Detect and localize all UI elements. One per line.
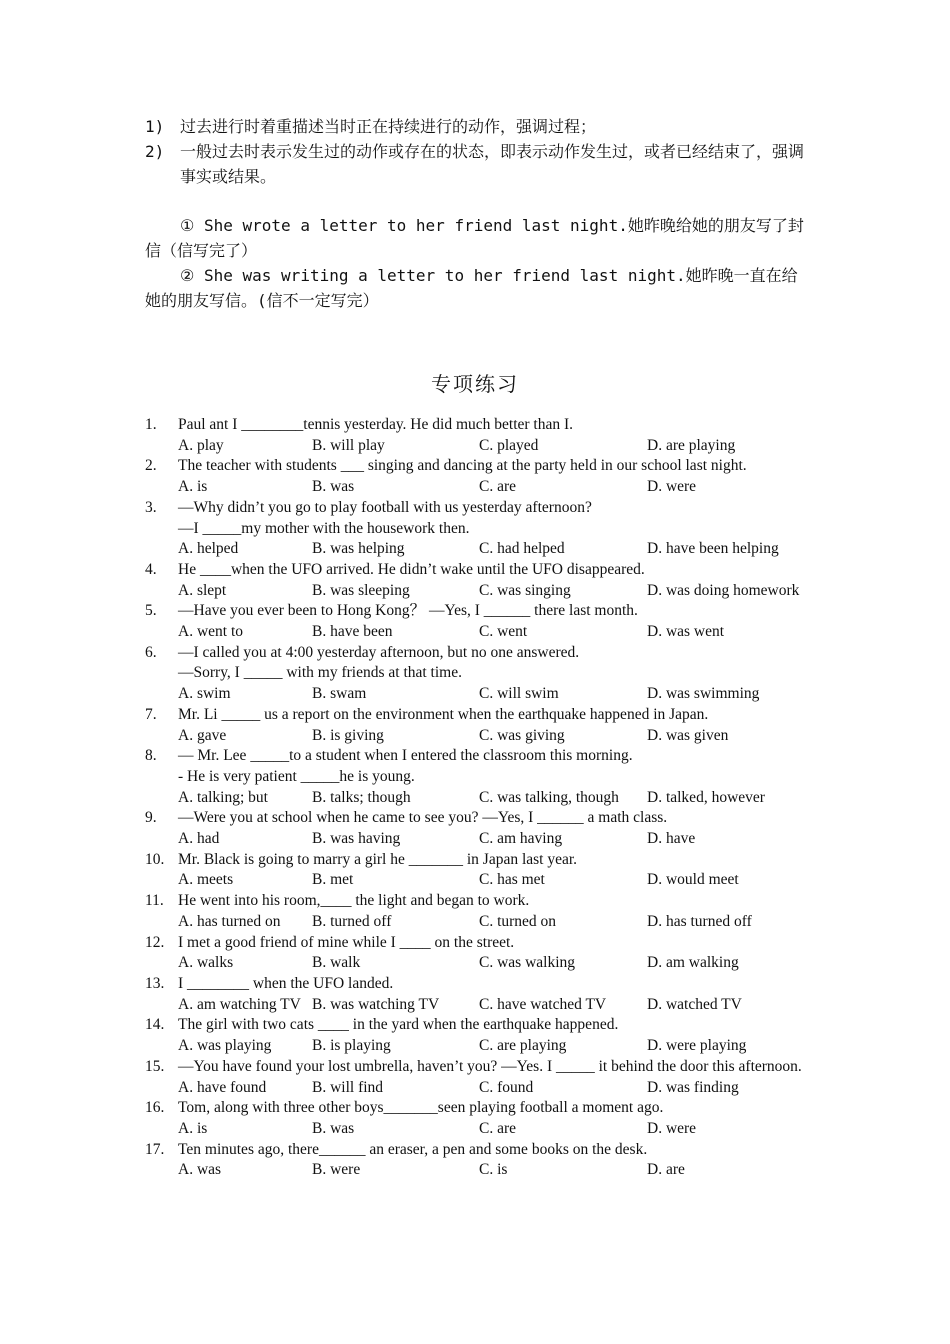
answer-option: A. is bbox=[178, 1119, 208, 1137]
answer-option: D. are bbox=[647, 1161, 685, 1179]
question-text: Mr. Li _____ us a report on the environment when the earthquake happened in Japan. bbox=[178, 705, 709, 723]
answer-option: D. were bbox=[647, 1119, 697, 1137]
grammar-notes bbox=[145, 114, 810, 189]
answer-options bbox=[178, 1078, 843, 1099]
question-text: —Sorry, I _____ with my friends at that time. bbox=[178, 664, 462, 682]
question-number: 10. bbox=[145, 850, 165, 868]
question-text: Paul ant I ________tennis yesterday. He did much better than I. bbox=[178, 416, 574, 433]
question-number: 15. bbox=[145, 1057, 165, 1075]
answer-option: A. has turned on bbox=[178, 912, 281, 930]
question-number: 3. bbox=[145, 498, 157, 516]
answer-options bbox=[178, 1119, 843, 1140]
answer-option: B. walk bbox=[312, 954, 361, 972]
question-text: Ten minutes ago, there______ an eraser, a pen and some books on the desk. bbox=[178, 1140, 648, 1158]
answer-option: D. was finding bbox=[647, 1078, 739, 1096]
answer-option: A. was bbox=[178, 1161, 222, 1179]
answer-option: C. are bbox=[479, 478, 517, 496]
answer-option: C. are playing bbox=[479, 1037, 567, 1055]
answer-option: B. will play bbox=[312, 436, 385, 454]
question-item bbox=[145, 1057, 810, 1098]
answer-option: A. went to bbox=[178, 623, 244, 641]
answer-option: C. am having bbox=[479, 830, 563, 848]
answer-option: D. have bbox=[647, 830, 696, 848]
answer-option: A. slept bbox=[178, 581, 227, 599]
answer-option: C. has met bbox=[479, 871, 545, 889]
answer-option: D. talked, however bbox=[647, 788, 765, 806]
question-number: 11. bbox=[145, 892, 164, 910]
question-item bbox=[145, 601, 810, 642]
question-number: 5. bbox=[145, 602, 157, 620]
answer-option: D. was given bbox=[647, 726, 729, 744]
answer-option: D. watched TV bbox=[647, 995, 742, 1013]
note-number: 1) bbox=[145, 117, 165, 136]
example-text: She was writing a letter to her friend last night.她昨晚一直在给她的朋友写信。(信不一定写完） bbox=[145, 266, 798, 310]
answer-option: C. are bbox=[479, 1119, 517, 1137]
answer-option: A. swim bbox=[178, 685, 231, 703]
answer-option: B. was bbox=[312, 478, 355, 496]
question-item bbox=[145, 933, 810, 974]
answer-option: B. met bbox=[312, 871, 354, 889]
answer-option: C. is bbox=[479, 1161, 508, 1179]
answer-option: B. was having bbox=[312, 830, 401, 848]
answer-option: C. was singing bbox=[479, 581, 571, 599]
answer-option: B. is giving bbox=[312, 726, 384, 744]
example-sentence bbox=[145, 263, 810, 313]
question-number: 14. bbox=[145, 1016, 165, 1034]
answer-option: A. have found bbox=[178, 1078, 267, 1096]
question-text: Tom, along with three other boys_______seen playing football a moment ago. bbox=[178, 1099, 664, 1117]
question-item bbox=[145, 891, 810, 932]
answer-option: D. are playing bbox=[647, 436, 736, 454]
question-text: — Mr. Lee _____to a student when I entered the classroom this morning. bbox=[178, 747, 633, 765]
answer-option: C. went bbox=[479, 623, 528, 641]
question-number: 9. bbox=[145, 809, 157, 827]
answer-option: C. will swim bbox=[479, 685, 559, 703]
answer-option: B. was bbox=[312, 1119, 355, 1137]
answer-option: A. helped bbox=[178, 540, 239, 558]
answer-option: A. is bbox=[178, 478, 208, 496]
question-text: I ________ when the UFO landed. bbox=[178, 974, 394, 992]
question-number: 12. bbox=[145, 933, 165, 951]
answer-option: D. was went bbox=[647, 623, 725, 641]
answer-option: B. is playing bbox=[312, 1037, 391, 1055]
note-text: 一般过去时表示发生过的动作或存在的状态，即表示动作发生过，或者已经结束了，强调事实或结果。 bbox=[180, 142, 805, 186]
answer-options bbox=[178, 995, 843, 1016]
section-title: 专项练习 bbox=[431, 372, 519, 396]
example-marker: ② bbox=[180, 266, 195, 285]
answer-options bbox=[178, 581, 843, 602]
question-item bbox=[145, 1015, 810, 1056]
answer-option: A. am watching TV bbox=[178, 995, 301, 1013]
answer-option: D. was swimming bbox=[647, 685, 760, 703]
question-number: 6. bbox=[145, 643, 157, 661]
answer-options bbox=[178, 622, 843, 643]
answer-option: C. had helped bbox=[479, 540, 565, 558]
question-number: 1. bbox=[145, 416, 157, 433]
answer-options bbox=[178, 539, 843, 560]
note-item bbox=[145, 114, 810, 139]
question-item bbox=[145, 746, 810, 808]
question-item bbox=[145, 974, 810, 1015]
answer-option: C. was walking bbox=[479, 954, 576, 972]
question-number: 4. bbox=[145, 560, 157, 578]
answer-option: D. have been helping bbox=[647, 540, 779, 558]
question-item bbox=[145, 456, 810, 497]
question-item bbox=[145, 415, 810, 456]
question-item bbox=[145, 643, 810, 705]
answer-option: B. was sleeping bbox=[312, 581, 410, 599]
answer-options bbox=[178, 953, 843, 974]
question-text: I met a good friend of mine while I ____ on the street. bbox=[178, 933, 515, 951]
question-list bbox=[145, 415, 810, 1181]
answer-options bbox=[178, 726, 843, 747]
answer-option: A. walks bbox=[178, 954, 234, 972]
question-item bbox=[145, 850, 810, 891]
answer-option: D. has turned off bbox=[647, 912, 752, 930]
question-number: 7. bbox=[145, 705, 157, 723]
question-item bbox=[145, 498, 810, 560]
question-text: —You have found your lost umbrella, haven’t you? —Yes. I _____ it behind the door this afternoon. bbox=[178, 1057, 802, 1075]
answer-option: C. played bbox=[479, 436, 539, 454]
question-text: —Why didn’t you go to play football with us yesterday afternoon? bbox=[178, 498, 592, 516]
answer-option: A. talking; but bbox=[178, 788, 268, 806]
answer-option: D. were bbox=[647, 478, 697, 496]
example-marker: ① bbox=[180, 216, 195, 235]
question-item bbox=[145, 560, 810, 601]
answer-options bbox=[178, 829, 843, 850]
question-text: - He is very patient _____he is young. bbox=[178, 767, 415, 785]
answer-options bbox=[178, 477, 843, 498]
question-number: 16. bbox=[145, 1099, 165, 1117]
answer-option: C. turned on bbox=[479, 912, 557, 930]
example-text: She wrote a letter to her friend last night.她昨晚给她的朋友写了封信（信写完了） bbox=[145, 216, 804, 260]
question-text: —Have you ever been to Hong Kong？ —Yes, I ______ there last month. bbox=[178, 602, 638, 620]
answer-option: A. meets bbox=[178, 871, 234, 889]
question-item bbox=[145, 705, 810, 746]
question-text: Mr. Black is going to marry a girl he _______ in Japan last year. bbox=[178, 850, 578, 868]
answer-option: C. found bbox=[479, 1078, 534, 1096]
question-text: The teacher with students ___ singing and dancing at the party held in our school last night. bbox=[178, 457, 747, 475]
answer-option: A. play bbox=[178, 436, 224, 454]
question-text: The girl with two cats ____ in the yard when the earthquake happened. bbox=[178, 1016, 619, 1034]
answer-option: B. were bbox=[312, 1161, 361, 1179]
answer-options bbox=[178, 436, 843, 457]
answer-option: A. had bbox=[178, 830, 220, 848]
question-text: —I _____my mother with the housework then. bbox=[178, 519, 470, 537]
answer-option: D. were playing bbox=[647, 1037, 747, 1055]
question-item bbox=[145, 808, 810, 849]
question-number: 2. bbox=[145, 457, 157, 475]
answer-options bbox=[178, 1160, 843, 1181]
question-item bbox=[145, 1098, 810, 1139]
answer-option: D. am walking bbox=[647, 954, 739, 972]
question-text: —I called you at 4:00 yesterday afternoon, but no one answered. bbox=[178, 643, 580, 661]
answer-option: C. have watched TV bbox=[479, 995, 607, 1013]
answer-option: B. have been bbox=[312, 623, 393, 641]
answer-option: A. gave bbox=[178, 726, 227, 744]
answer-option: C. was talking, though bbox=[479, 788, 619, 806]
answer-option: B. was helping bbox=[312, 540, 405, 558]
example-sentence bbox=[145, 213, 810, 263]
answer-option: D. would meet bbox=[647, 871, 739, 889]
answer-option: A. was playing bbox=[178, 1037, 272, 1055]
answer-option: C. was giving bbox=[479, 726, 565, 744]
note-text: 过去进行时着重描述当时正在持续进行的动作，强调过程； bbox=[180, 117, 597, 136]
question-text: —Were you at school when he came to see you? —Yes, I ______ a math class. bbox=[178, 809, 668, 827]
answer-options bbox=[178, 870, 843, 891]
note-item bbox=[145, 139, 810, 189]
question-number: 17. bbox=[145, 1140, 165, 1158]
answer-options bbox=[178, 788, 843, 809]
question-number: 13. bbox=[145, 974, 165, 992]
question-text: He ____when the UFO arrived. He didn’t wake until the UFO disappeared. bbox=[178, 560, 645, 578]
answer-options bbox=[178, 912, 843, 933]
answer-option: B. was watching TV bbox=[312, 995, 440, 1013]
answer-options bbox=[178, 684, 843, 705]
answer-option: B. swam bbox=[312, 685, 367, 703]
answer-option: D. was doing homework bbox=[647, 581, 800, 599]
question-item bbox=[145, 1140, 810, 1181]
note-number: 2) bbox=[145, 142, 165, 161]
answer-option: B. will find bbox=[312, 1078, 384, 1096]
answer-option: B. turned off bbox=[312, 912, 392, 930]
question-text: He went into his room,____ the light and began to work. bbox=[178, 892, 530, 910]
question-number: 8. bbox=[145, 747, 157, 765]
answer-option: B. talks; though bbox=[312, 788, 411, 806]
answer-options bbox=[178, 1036, 843, 1057]
